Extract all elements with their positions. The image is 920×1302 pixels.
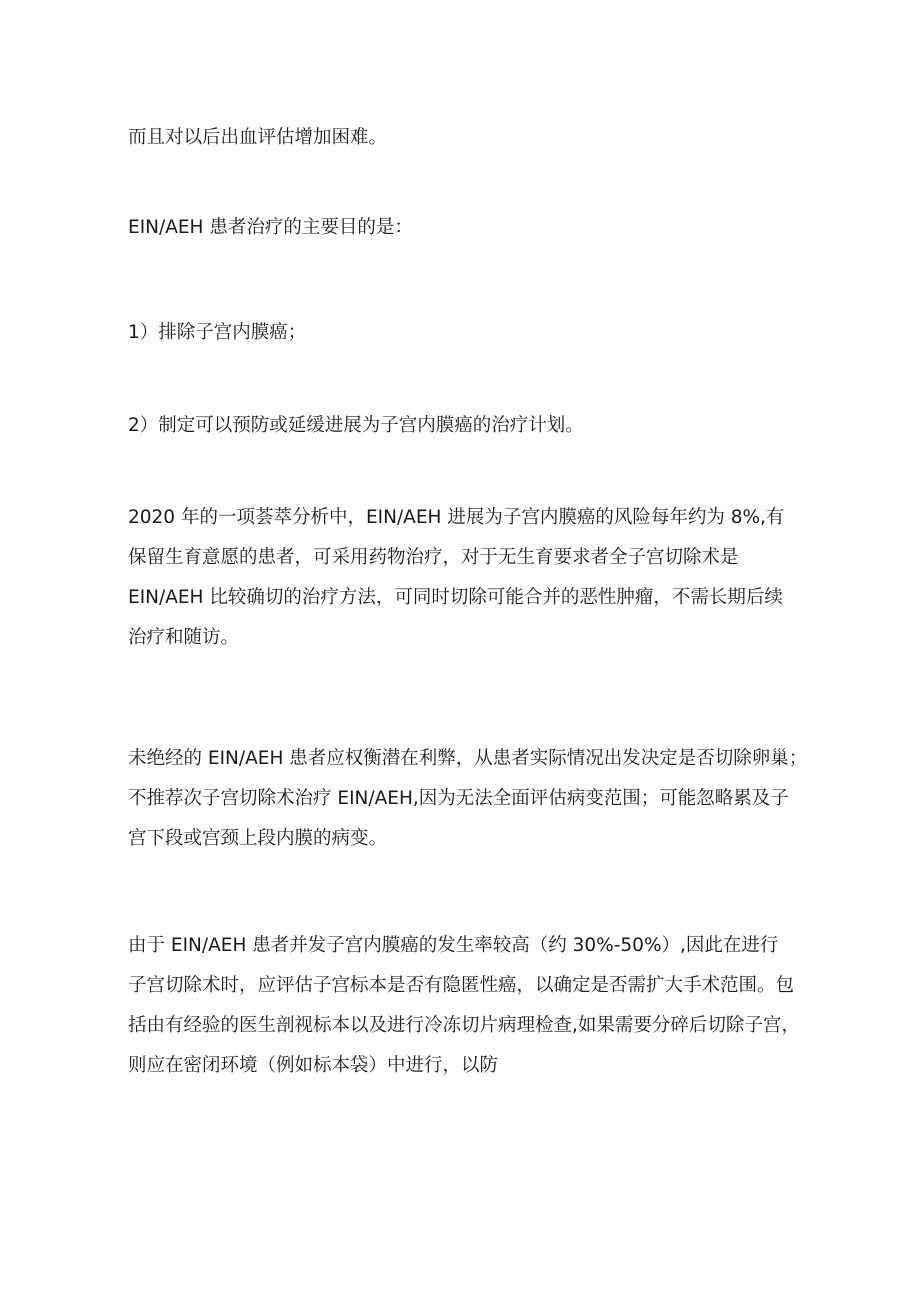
- paragraph-bleeding-assessment: [128, 118, 808, 158]
- text-line: 保留生育意愿的患者，可采用药物治疗，对于无生育要求者全子宫切除术是: [128, 547, 739, 568]
- paragraph-goal-2: [128, 406, 808, 446]
- text-line: EIN/AEH 患者治疗的主要目的是：: [128, 217, 413, 238]
- text-line: 则应在密闭环境（例如标本袋）中进行，以防: [128, 1055, 499, 1076]
- text-line: 不推荐次子宫切除术治疗 EIN/AEH,因为无法全面评估病变范围；可能忽略累及子: [128, 788, 789, 809]
- text-line: 子宫切除术时，应评估子宫标本是否有隐匿性癌，以确定是否需扩大手术范围。包: [128, 975, 795, 996]
- text-line: 2）制定可以预防或延缓进展为子宫内膜癌的治疗计划。: [128, 415, 584, 436]
- paragraph-treatment-goals-heading: [128, 208, 808, 248]
- text-line: 2020 年的一项荟萃分析中，EIN/AEH 进展为子宫内膜癌的风险每年约为 8%,有: [128, 507, 785, 528]
- text-line: 未绝经的 EIN/AEH 患者应权衡潜在利弊，从患者实际情况出发决定是否切除卵巢；: [128, 748, 808, 769]
- paragraph-premenopausal: [128, 739, 808, 859]
- text-line: 1）排除子宫内膜癌；: [128, 322, 307, 343]
- text-line: 宫下段或宫颈上段内膜的病变。: [128, 828, 388, 849]
- paragraph-meta-analysis: [128, 498, 808, 658]
- text-line: 括由有经验的医生剖视标本以及进行冷冻切片病理检查,如果需要分碎后切除子宫，: [128, 1015, 800, 1036]
- text-line: 而且对以后出血评估增加困难。: [128, 127, 388, 148]
- paragraph-concurrent-cancer: [128, 926, 808, 1086]
- text-line: 由于 EIN/AEH 患者并发子宫内膜癌的发生率较高（约 30%-50%）,因此在进行: [128, 935, 779, 956]
- text-line: EIN/AEH 比较确切的治疗方法，可同时切除可能合并的恶性肿瘤，不需长期后续: [128, 587, 783, 608]
- paragraph-goal-1: [128, 313, 808, 353]
- text-line: 治疗和随访。: [128, 627, 240, 648]
